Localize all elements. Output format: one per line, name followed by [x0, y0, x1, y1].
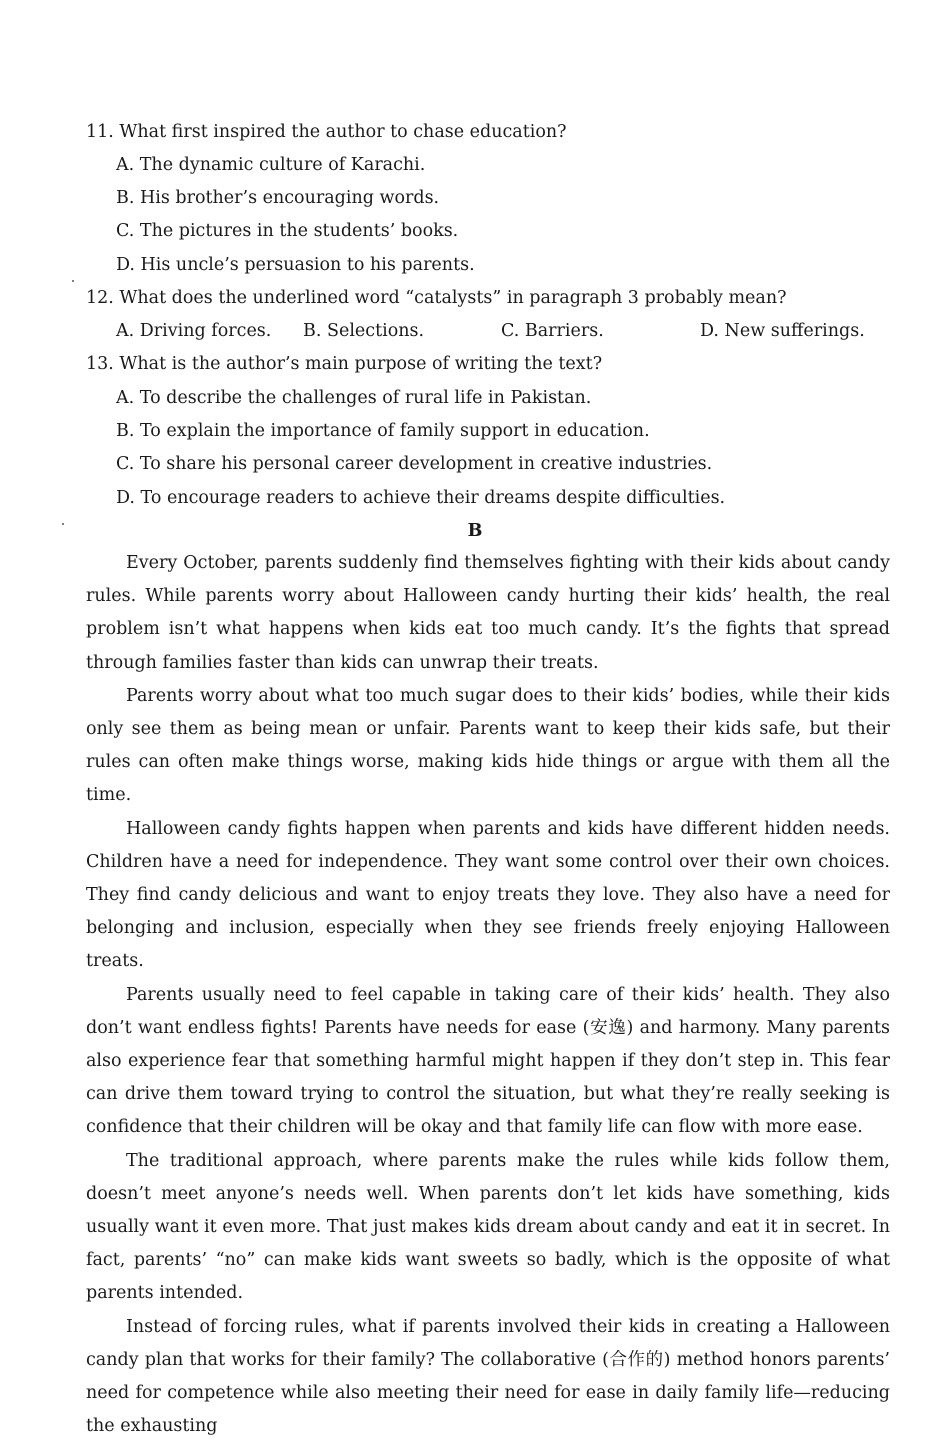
passage-paragraph-4: Parents usually need to feel capable in taking care of their kids’ health. They also don’t want endless fights! Parents have needs for ease (安逸) and harmony. Many parents also experience fear that something harmful might happen if they don’t step in. This fear can drive them toward trying to control the situation, but what they’re really seeking is confidence that their children will be okay and that family life can flow with more ease.: [86, 984, 890, 1138]
question-11-option-c: C. The pictures in the students’ books.: [116, 221, 459, 241]
question-13-option-c: C. To share his personal career development in creative industries.: [116, 454, 713, 474]
question-12-stem: 12. What does the underlined word “catalysts” in paragraph 3 probably mean?: [86, 288, 787, 308]
question-11-option-d: D. His uncle’s persuasion to his parents.: [116, 255, 475, 275]
passage-paragraph-2: Parents worry about what too much sugar does to their kids’ bodies, while their kids only see them as being mean or unfair. Parents want to keep their kids safe, but their rules can often make things worse, making kids hide things or argue with them all the time.: [86, 685, 890, 806]
passage-paragraph-5: The traditional approach, where parents make the rules while kids follow them, doesn’t meet anyone’s needs well. When parents don’t let kids have something, kids usually want it even more. That just makes kids dream about candy and eat it in secret. In fact, parents’ “no” can make kids want sweets so badly, which is the opposite of what parents intended.: [86, 1150, 890, 1304]
question-12-option-b: B. Selections.: [303, 321, 425, 341]
question-11-stem: 11. What first inspired the author to chase education?: [86, 122, 567, 142]
question-12-option-d: D. New sufferings.: [700, 321, 865, 341]
scan-speck: [62, 523, 64, 525]
question-13-option-b: B. To explain the importance of family support in education.: [116, 421, 650, 441]
question-12-option-a: A. Driving forces.: [116, 321, 272, 341]
question-13-stem: 13. What is the author’s main purpose of writing the text?: [86, 354, 603, 374]
question-12-options: [0, 319, 950, 343]
passage-paragraph-6: Instead of forcing rules, what if parents involved their kids in creating a Halloween candy plan that works for their family? The collaborative (合作的) method honors parents’ need for competence while also meeting their need for ease in daily family life—reducing the exhausting: [86, 1316, 890, 1437]
question-13-option-d: D. To encourage readers to achieve their dreams despite difficulties.: [116, 488, 726, 508]
passage-b: [86, 547, 890, 1443]
question-11-option-a: A. The dynamic culture of Karachi.: [116, 155, 426, 175]
question-12-option-c: C. Barriers.: [501, 321, 604, 341]
scan-speck: [72, 280, 74, 282]
question-11-option-b: B. His brother’s encouraging words.: [116, 188, 440, 208]
passage-paragraph-1: Every October, parents suddenly find themselves fighting with their kids about candy rules. While parents worry about Halloween candy hurting their kids’ health, the real problem isn’t what happens when kids eat too much candy. It’s the fights that spread through families faster than kids can unwrap their treats.: [86, 553, 890, 673]
section-b-title: B: [467, 521, 483, 541]
passage-paragraph-3: Halloween candy fights happen when parents and kids have different hidden needs. Children have a need for independence. They want some control over their own choices. They find candy delicious and want to enjoy treats they love. They also have a need for belonging and inclusion, especially when they see friends freely enjoying Halloween treats.: [86, 818, 890, 972]
question-13-option-a: A. To describe the challenges of rural life in Pakistan.: [116, 388, 592, 408]
